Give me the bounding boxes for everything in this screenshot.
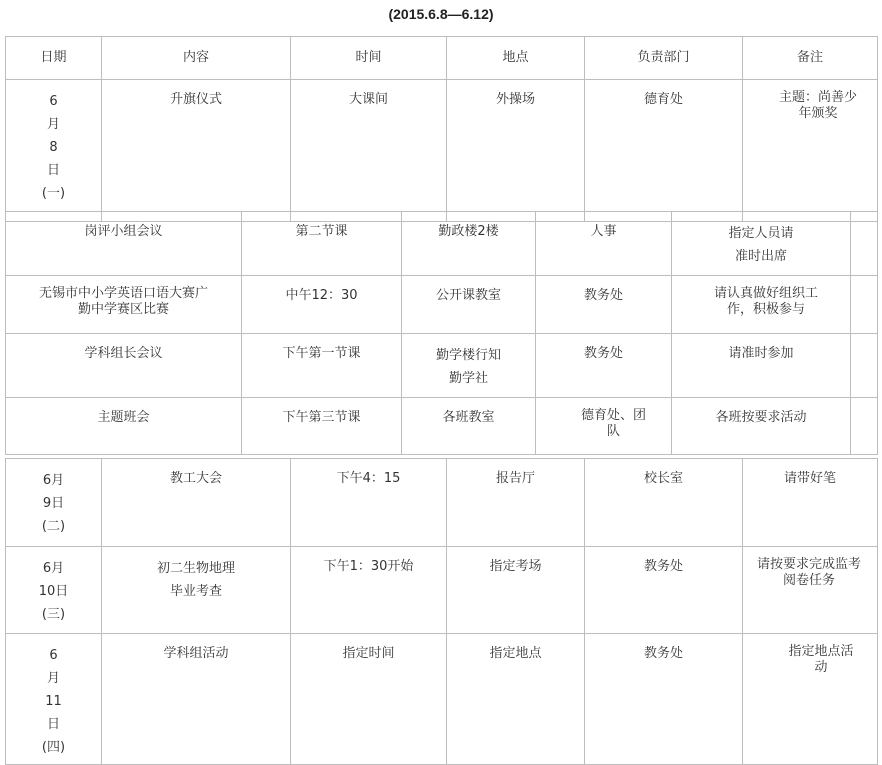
note-cell: 请按要求完成监考阅卷任务	[743, 547, 878, 634]
date-cell: 6 月 11 日 (四)	[6, 634, 102, 765]
dept-cell: 教务处	[585, 634, 743, 765]
table-row	[6, 276, 878, 334]
dept-cell: 教务处	[585, 547, 743, 634]
table-row	[6, 334, 878, 398]
place-cell: 公开课教室	[402, 276, 536, 334]
time-cell: 指定时间	[291, 634, 447, 765]
date-cell: 6月 9日 (二)	[6, 459, 102, 547]
dept-cell: 人事	[536, 212, 672, 276]
dept-cell: 校长室	[585, 459, 743, 547]
time-cell: 第二节课	[242, 212, 402, 276]
content-cell: 主题班会	[6, 398, 242, 455]
content-cell: 升旗仪式	[102, 80, 291, 222]
schedule-table-bottom	[5, 458, 878, 765]
note-cell: 指定地点活动	[743, 634, 878, 765]
content-cell: 教工大会	[102, 459, 291, 547]
note-cell: 主题：尚善少年颁奖	[743, 80, 878, 222]
header-place: 地点	[447, 37, 585, 80]
place-cell: 外操场	[447, 80, 585, 222]
note-cell: 指定人员请 准时出席	[672, 212, 851, 276]
blank-cell	[851, 276, 878, 334]
content-cell: 学科组长会议	[6, 334, 242, 398]
schedule-table-middle	[5, 211, 878, 455]
header-row	[6, 37, 878, 80]
content-cell: 无锡市中小学英语口语大赛广勤中学赛区比赛	[6, 276, 242, 334]
time-cell: 下午第三节课	[242, 398, 402, 455]
table-row	[6, 398, 878, 455]
time-cell: 大课间	[291, 80, 447, 222]
dept-cell: 德育处、团队	[536, 398, 672, 455]
schedule-title: (2015.6.8—6.12)	[388, 6, 494, 22]
date-cell: 6月 10日 (三)	[6, 547, 102, 634]
time-cell: 下午1：30开始	[291, 547, 447, 634]
table-row	[6, 80, 878, 222]
dept-cell: 德育处	[585, 80, 743, 222]
dept-cell: 教务处	[536, 334, 672, 398]
content-cell: 初二生物地理 毕业考查	[102, 547, 291, 634]
blank-cell	[851, 334, 878, 398]
table-row	[6, 459, 878, 547]
table-row	[6, 212, 878, 276]
time-cell: 下午第一节课	[242, 334, 402, 398]
header-note: 备注	[743, 37, 878, 80]
dept-cell: 教务处	[536, 276, 672, 334]
time-cell: 中午12：30	[242, 276, 402, 334]
place-cell: 指定考场	[447, 547, 585, 634]
place-cell: 各班教室	[402, 398, 536, 455]
note-cell: 请认真做好组织工作，积极参与	[672, 276, 851, 334]
schedule-table-top	[5, 36, 878, 222]
content-cell: 岗评小组会议	[6, 212, 242, 276]
content-cell: 学科组活动	[102, 634, 291, 765]
note-cell: 请带好笔	[743, 459, 878, 547]
note-cell: 各班按要求活动	[672, 398, 851, 455]
table-row	[6, 634, 878, 765]
place-cell: 勤政楼2楼	[402, 212, 536, 276]
header-content: 内容	[102, 37, 291, 80]
place-cell: 勤学楼行知 勤学社	[402, 334, 536, 398]
date-cell: 6 月 8 日 (一)	[6, 80, 102, 222]
blank-cell	[851, 212, 878, 276]
place-cell: 报告厅	[447, 459, 585, 547]
table-row	[6, 547, 878, 634]
header-date: 日期	[6, 37, 102, 80]
header-dept: 负责部门	[585, 37, 743, 80]
time-cell: 下午4：15	[291, 459, 447, 547]
header-time: 时间	[291, 37, 447, 80]
note-cell: 请准时参加	[672, 334, 851, 398]
blank-cell	[851, 398, 878, 455]
place-cell: 指定地点	[447, 634, 585, 765]
